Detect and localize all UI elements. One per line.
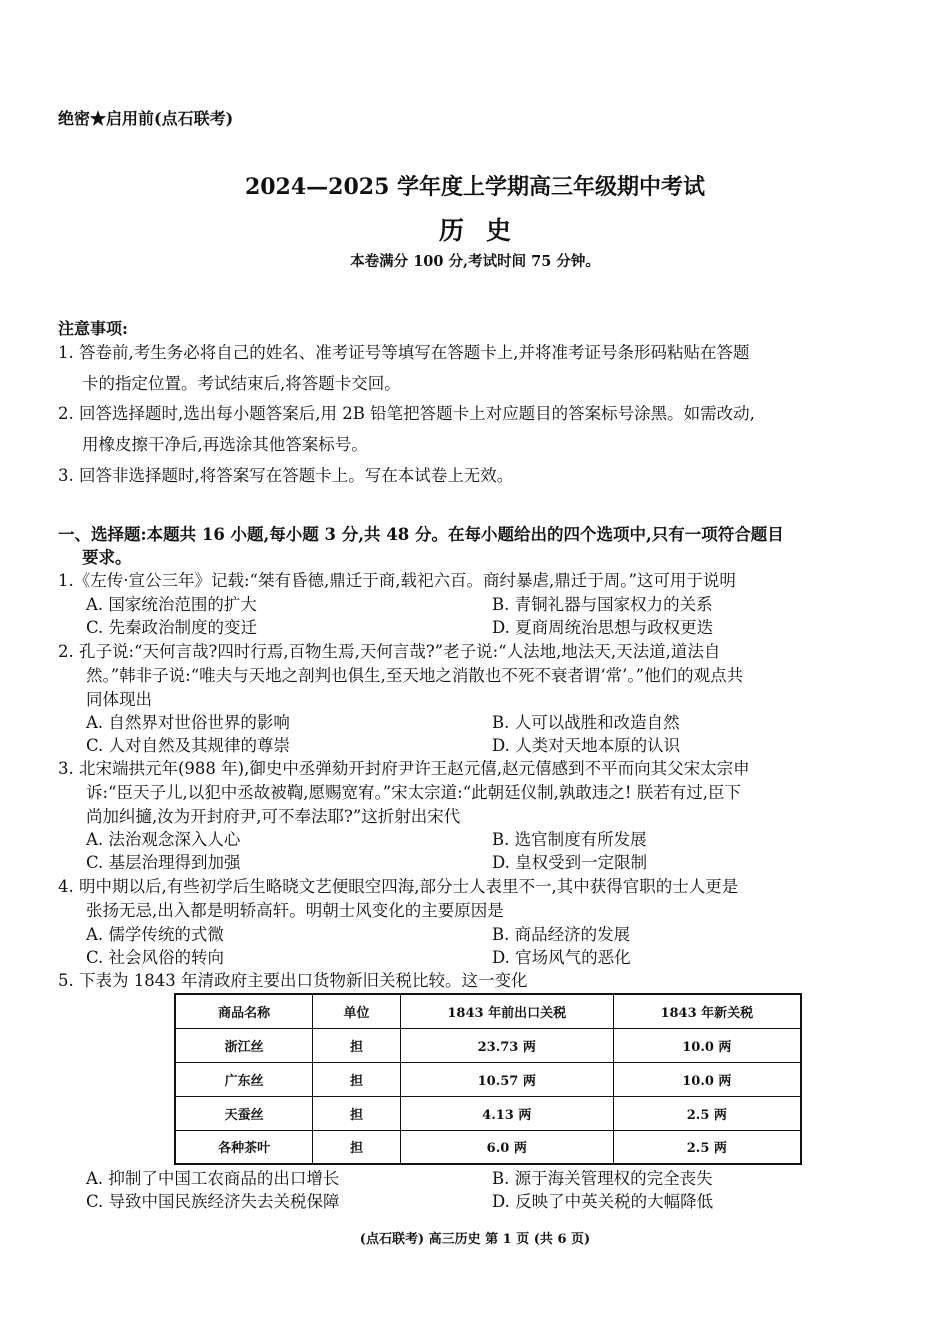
question-1-option-c: C. 先秦政治制度的变迁: [86, 618, 258, 637]
table-row: [175, 1096, 801, 1130]
section-heading-line-1: 一、选择题:本题共 16 小题,每小题 3 分,共 48 分。在每小题给出的四个选项中,只有一项符合题目: [58, 525, 784, 544]
question-3-option-b: B. 选官制度有所发展: [492, 830, 647, 849]
page-footer: (点石联考) 高三历史 第 1 页 (共 6 页): [359, 1232, 591, 1247]
table-cell: 23.73 两: [400, 1028, 613, 1062]
notes-line-4: 用橡皮擦干净后,再选涂其他答案标号。: [82, 435, 368, 454]
confidential-label: 绝密★启用前(点石联考): [58, 109, 234, 128]
table-header: 单位: [313, 994, 401, 1028]
question-1-option-b: B. 青铜礼器与国家权力的关系: [492, 595, 713, 614]
question-4-option-c: C. 社会风俗的转向: [86, 948, 225, 967]
notes-line-2: 卡的指定位置。考试结束后,将答题卡交回。: [82, 374, 401, 393]
question-3-stem-2: 诉:“臣天子儿,以犯中丞故被鞫,愿赐宽宥。”宋太宗道:“此朝廷仪制,孰敢违之! 朕若有过,臣下: [86, 783, 742, 802]
question-2-option-c: C. 人对自然及其规律的尊崇: [86, 736, 291, 755]
question-4-option-d: D. 官场风气的恶化: [492, 948, 631, 967]
section-heading-line-2: 要求。: [82, 548, 132, 567]
question-2-stem-3: 同体现出: [86, 690, 152, 709]
table-cell: 天蚕丝: [175, 1096, 313, 1130]
table-row: [175, 1028, 801, 1062]
question-1-stem: 1.《左传·宣公三年》记载:“桀有昏德,鼎迁于商,载祀六百。商纣暴虐,鼎迁于周。”这可用于说明: [58, 571, 736, 590]
question-3-option-d: D. 皇权受到一定限制: [492, 853, 648, 872]
question-2-stem-1: 2. 孔子说:“天何言哉?四时行焉,百物生焉,天何言哉?”老子说:“人法地,地法天,天法道,道法自: [58, 642, 721, 661]
exam-info: 本卷满分 100 分,考试时间 75 分钟。: [350, 253, 600, 270]
question-4-stem-1: 4. 明中期以后,有些初学后生略晓文艺便眼空四海,部分士人表里不一,其中获得官职的士人更是: [58, 877, 739, 896]
table-cell: 10.0 两: [613, 1062, 801, 1096]
question-3-stem-1: 3. 北宋端拱元年(988 年),御史中丞弹劾开封府尹许王赵元僖,赵元僖感到不平而向其父宋太宗申: [58, 759, 750, 778]
question-4-option-b: B. 商品经济的发展: [492, 925, 631, 944]
question-1-option-d: D. 夏商周统治思想与政权更迭: [492, 618, 714, 637]
table-cell: 2.5 两: [613, 1130, 801, 1164]
table-cell: 广东丝: [175, 1062, 313, 1096]
question-2-stem-2: 然。”韩非子说:“唯夫与天地之剖判也俱生,至天地之消散也不死不衰者谓‘常’。”他们的观点共: [86, 666, 744, 685]
question-5-option-d: D. 反映了中英关税的大幅降低: [492, 1192, 714, 1211]
table-cell: 10.57 两: [400, 1062, 613, 1096]
question-5-stem: 5. 下表为 1843 年清政府主要出口货物新旧关税比较。这一变化: [58, 971, 528, 990]
notes-line-5: 3. 回答非选择题时,将答案写在答题卡上。写在本试卷上无效。: [58, 466, 514, 485]
table-cell: 各种茶叶: [175, 1130, 313, 1164]
question-3-option-c: C. 基层治理得到加强: [86, 853, 241, 872]
table-header: 1843 年前出口关税: [400, 994, 613, 1028]
notes-heading: 注意事项:: [58, 319, 128, 338]
table-cell: 担: [313, 1096, 401, 1130]
table-header-row: [175, 994, 801, 1028]
notes-line-1: 1. 答卷前,考生务必将自己的姓名、准考证号等填写在答题卡上,并将准考证号条形码粘贴在答题: [58, 343, 750, 362]
table-cell: 10.0 两: [613, 1028, 801, 1062]
table-cell: 担: [313, 1062, 401, 1096]
subject-title: 历史: [438, 216, 533, 245]
table-cell: 担: [313, 1028, 401, 1062]
question-4-option-a: A. 儒学传统的式微: [86, 925, 224, 944]
question-2-option-d: D. 人类对天地本原的认识: [492, 736, 681, 755]
table-cell: 2.5 两: [613, 1096, 801, 1130]
question-2-option-b: B. 人可以战胜和改造自然: [492, 713, 680, 732]
question-2-option-a: A. 自然界对世俗世界的影响: [86, 713, 290, 732]
tariff-table: [174, 993, 802, 1165]
table-cell: 4.13 两: [400, 1096, 613, 1130]
table-cell: 担: [313, 1130, 401, 1164]
question-3-stem-3: 尚加纠擿,汝为开封府尹,可不奉法耶?”这折射出宋代: [86, 807, 461, 826]
table-header: 1843 年新关税: [613, 994, 801, 1028]
question-5-option-b: B. 源于海关管理权的完全丧失: [492, 1169, 713, 1188]
question-1-option-a: A. 国家统治范围的扩大: [86, 595, 257, 614]
table-cell: 浙江丝: [175, 1028, 313, 1062]
table-row: [175, 1062, 801, 1096]
exam-title: 2024—2025 学年度上学期高三年级期中考试: [244, 174, 706, 200]
notes-line-3: 2. 回答选择题时,选出每小题答案后,用 2B 铅笔把答题卡上对应题目的答案标号涂黑。如需改动,: [58, 404, 755, 423]
table-row: [175, 1130, 801, 1164]
question-5-option-c: C. 导致中国民族经济失去关税保障: [86, 1192, 340, 1211]
table-header: 商品名称: [175, 994, 313, 1028]
question-4-stem-2: 张扬无忌,出入都是明轿高轩。明朝士风变化的主要原因是: [86, 901, 504, 920]
question-3-option-a: A. 法治观念深入人心: [86, 830, 241, 849]
question-5-option-a: A. 抑制了中国工农商品的出口增长: [86, 1169, 340, 1188]
table-cell: 6.0 两: [400, 1130, 613, 1164]
